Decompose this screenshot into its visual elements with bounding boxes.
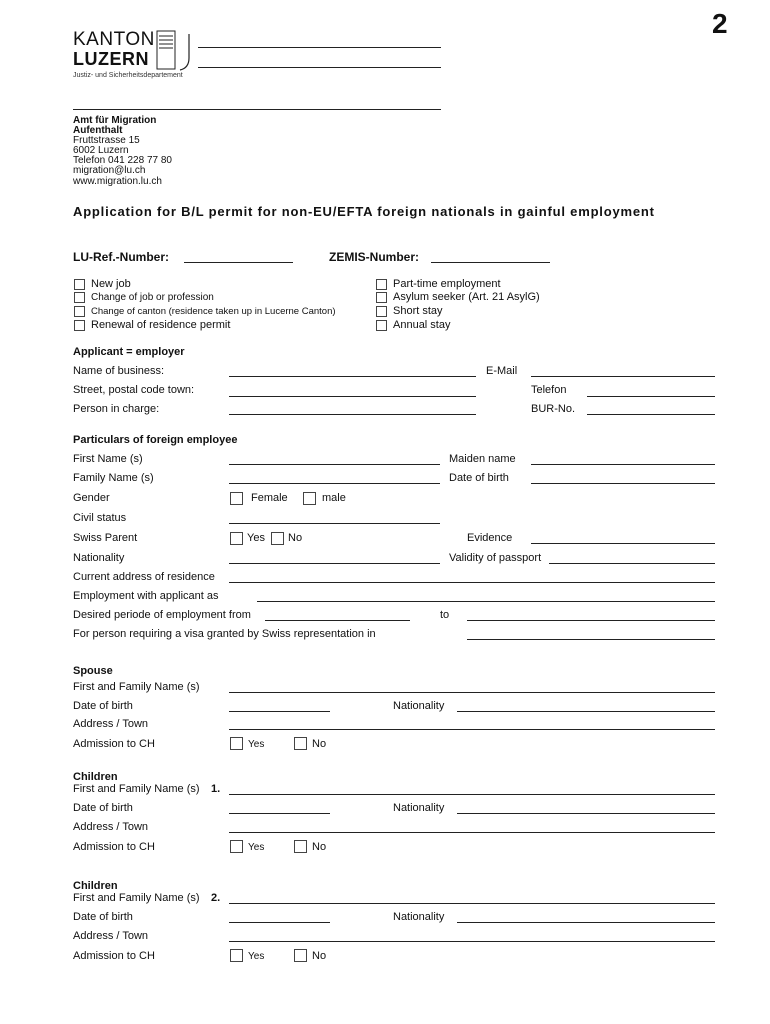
employment-as-label: Employment with applicant as: [73, 590, 219, 602]
zemis-label: ZEMIS-Number:: [329, 250, 419, 264]
female-label: Female: [251, 492, 288, 504]
child1-name-label: First and Family Name (s): [73, 783, 200, 795]
logo-luzern: LUZERN: [73, 49, 149, 69]
option-label: Renewal of residence permit: [91, 319, 231, 331]
child1-address-field[interactable]: [229, 832, 715, 833]
business-name-label: Name of business:: [73, 365, 165, 377]
office-email: migration@lu.ch: [73, 165, 146, 176]
spouse-heading: Spouse: [73, 665, 113, 677]
to-label: to: [440, 609, 450, 621]
visa-field[interactable]: [467, 639, 715, 640]
child1-nationality-label: Nationality: [393, 802, 445, 814]
current-address-field[interactable]: [229, 582, 715, 583]
canton-crest-icon: [156, 30, 200, 72]
maiden-name-label: Maiden name: [449, 453, 516, 465]
option-label: New job: [91, 278, 131, 290]
child2-nationality-label: Nationality: [393, 911, 445, 923]
annual-stay-checkbox[interactable]: [376, 320, 387, 331]
lu-ref-label: LU-Ref.-Number:: [73, 250, 169, 264]
header-line-1: [198, 47, 441, 48]
department-name: Justiz- und Sicherheitsdepartement: [73, 72, 183, 79]
child1-number: 1.: [211, 783, 221, 795]
first-name-label: First Name (s): [73, 453, 143, 465]
dob-field[interactable]: [531, 483, 715, 484]
employment-as-field[interactable]: [257, 601, 715, 602]
zemis-field[interactable]: [431, 262, 550, 263]
office-city: 6002 Luzern: [73, 145, 129, 156]
child2-dob-label: Date of birth: [73, 911, 133, 923]
lu-ref-field[interactable]: [184, 262, 293, 263]
person-label: Person in charge:: [73, 403, 160, 415]
child2-admission-yes-checkbox[interactable]: [230, 949, 243, 962]
visa-label: For person requiring a visa granted by Swiss representation in: [73, 628, 376, 640]
bur-label: BUR-No.: [531, 403, 576, 415]
child2-dob-field[interactable]: [229, 922, 330, 923]
change-canton-checkbox[interactable]: [74, 306, 85, 317]
child2-name-label: First and Family Name (s): [73, 892, 200, 904]
child1-admission-no-checkbox[interactable]: [294, 840, 307, 853]
business-name-field[interactable]: [229, 376, 476, 377]
office-section: Aufenthalt: [73, 125, 123, 136]
short-stay-checkbox[interactable]: [376, 306, 387, 317]
street-field[interactable]: [229, 396, 476, 397]
option-label: Asylum seeker (Art. 21 AsylG): [393, 291, 540, 303]
logo-kanton: KANTON: [73, 29, 155, 50]
child1-admission-label: Admission to CH: [73, 841, 155, 853]
gender-label: Gender: [73, 492, 110, 504]
first-name-field[interactable]: [229, 464, 440, 465]
maiden-name-field[interactable]: [531, 464, 715, 465]
renewal-checkbox[interactable]: [74, 320, 85, 331]
no-label: No: [312, 950, 327, 962]
applicant-heading: Applicant = employer: [73, 346, 185, 358]
child2-address-field[interactable]: [229, 941, 715, 942]
header-line-3: [73, 109, 441, 110]
family-name-field[interactable]: [229, 483, 440, 484]
swiss-parent-label: Swiss Parent: [73, 532, 138, 544]
swiss-parent-no-checkbox[interactable]: [271, 532, 284, 545]
child1-admission-yes-checkbox[interactable]: [230, 840, 243, 853]
evidence-field[interactable]: [531, 543, 715, 544]
spouse-address-field[interactable]: [229, 729, 715, 730]
swiss-parent-yes-checkbox[interactable]: [230, 532, 243, 545]
office-phone: Telefon 041 228 77 80: [73, 155, 172, 166]
spouse-admission-label: Admission to CH: [73, 738, 155, 750]
child2-address-label: Address / Town: [73, 930, 149, 942]
option-label: Annual stay: [393, 319, 451, 331]
child2-name-field[interactable]: [229, 903, 715, 904]
spouse-admission-no-checkbox[interactable]: [294, 737, 307, 750]
male-label: male: [322, 492, 346, 504]
employee-heading: Particulars of foreign employee: [73, 434, 238, 446]
evidence-label: Evidence: [467, 532, 513, 544]
passport-validity-field[interactable]: [549, 563, 715, 564]
yes-label: Yes: [248, 951, 265, 962]
telefon-label: Telefon: [531, 384, 567, 396]
civil-status-field[interactable]: [229, 523, 440, 524]
male-checkbox[interactable]: [303, 492, 316, 505]
option-label: Change of job or profession: [91, 292, 214, 303]
option-label: Short stay: [393, 305, 443, 317]
period-to-field[interactable]: [467, 620, 715, 621]
no-label: No: [312, 738, 327, 750]
spouse-nationality-label: Nationality: [393, 700, 445, 712]
office-street: Fruttstrasse 15: [73, 135, 140, 146]
yes-label: Yes: [248, 739, 265, 750]
office-web: www.migration.lu.ch: [73, 176, 162, 187]
no-label: No: [312, 841, 327, 853]
new-job-checkbox[interactable]: [74, 279, 85, 290]
spouse-name-label: First and Family Name (s): [73, 681, 200, 693]
child1-dob-label: Date of birth: [73, 802, 133, 814]
desired-period-label: Desired periode of employment from: [73, 609, 251, 621]
asylum-seeker-checkbox[interactable]: [376, 292, 387, 303]
street-label: Street, postal code town:: [73, 384, 195, 396]
female-checkbox[interactable]: [230, 492, 243, 505]
spouse-dob-label: Date of birth: [73, 700, 133, 712]
children2-heading: Children: [73, 880, 118, 892]
nationality-label: Nationality: [73, 552, 125, 564]
form-title: Application for B/L permit for non-EU/EFTA foreign nationals in gainful employment: [73, 204, 655, 219]
option-label: Part-time employment: [393, 278, 501, 290]
spouse-dob-field[interactable]: [229, 711, 330, 712]
period-from-field[interactable]: [265, 620, 410, 621]
child2-admission-no-checkbox[interactable]: [294, 949, 307, 962]
child1-dob-field[interactable]: [229, 813, 330, 814]
bur-field[interactable]: [587, 414, 715, 415]
header-line-2: [198, 67, 441, 68]
spouse-address-label: Address / Town: [73, 718, 149, 730]
child2-number: 2.: [211, 892, 221, 904]
family-name-label: Family Name (s): [73, 472, 154, 484]
page-number: 2: [712, 8, 728, 39]
child1-address-label: Address / Town: [73, 821, 149, 833]
child2-nationality-field[interactable]: [457, 922, 715, 923]
email-field[interactable]: [531, 376, 715, 377]
civil-status-label: Civil status: [73, 512, 127, 524]
nationality-field[interactable]: [229, 563, 440, 564]
children1-heading: Children: [73, 771, 118, 783]
person-field[interactable]: [229, 414, 476, 415]
yes-label: Yes: [247, 532, 265, 544]
spouse-name-field[interactable]: [229, 692, 715, 693]
yes-label: Yes: [248, 842, 265, 853]
spouse-nationality-field[interactable]: [457, 711, 715, 712]
current-address-label: Current address of residence: [73, 571, 215, 583]
no-label: No: [288, 532, 303, 544]
spouse-admission-yes-checkbox[interactable]: [230, 737, 243, 750]
part-time-checkbox[interactable]: [376, 279, 387, 290]
dob-label: Date of birth: [449, 472, 509, 484]
option-label: Change of canton (residence taken up in Lucerne Canton): [91, 306, 336, 317]
passport-validity-label: Validity of passport: [449, 552, 542, 564]
office-name: Amt für Migration: [73, 115, 157, 126]
child2-admission-label: Admission to CH: [73, 950, 155, 962]
child1-name-field[interactable]: [229, 794, 715, 795]
child1-nationality-field[interactable]: [457, 813, 715, 814]
telefon-field[interactable]: [587, 396, 715, 397]
email-label: E-Mail: [486, 365, 518, 377]
change-job-checkbox[interactable]: [74, 292, 85, 303]
